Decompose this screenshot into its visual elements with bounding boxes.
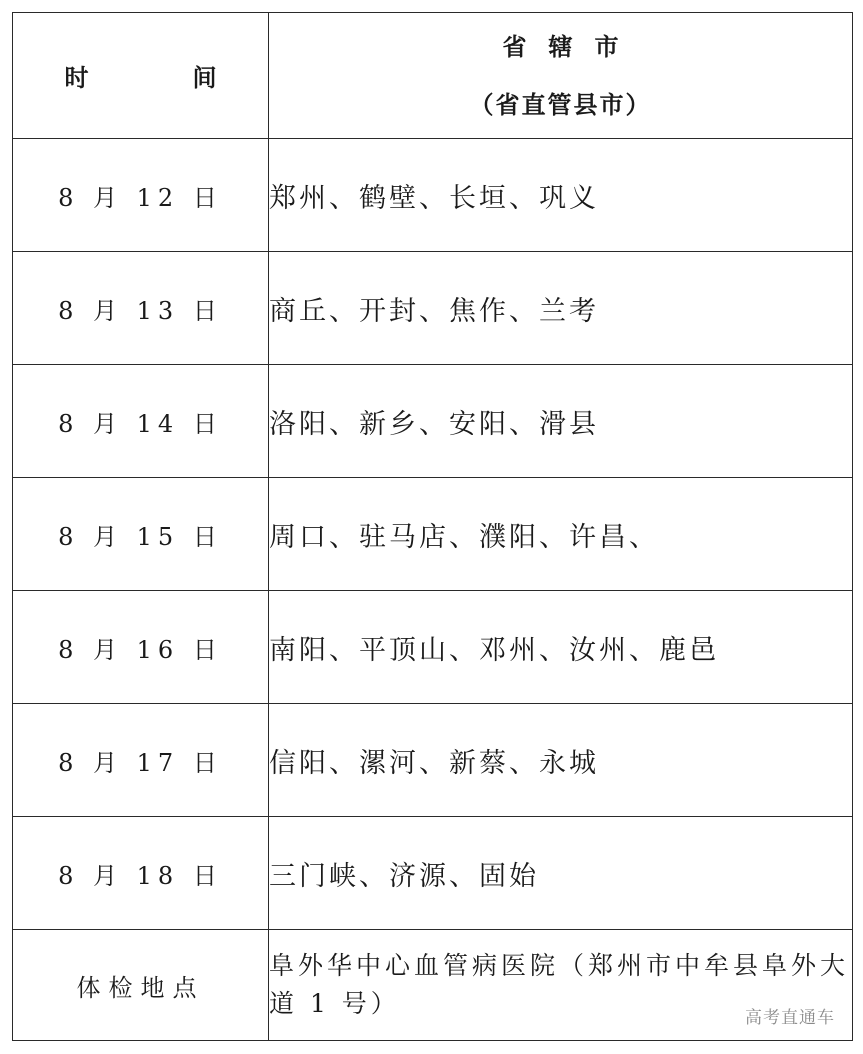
location-label: 体检地点 xyxy=(13,930,269,1041)
table-row xyxy=(13,478,853,591)
table-row xyxy=(13,817,853,930)
table-row xyxy=(13,365,853,478)
table-row xyxy=(13,704,853,817)
date-cell: 8 月 13 日 xyxy=(13,252,269,365)
time-header-label: 时 间 xyxy=(64,64,257,92)
cities-cell: 商丘、开封、焦作、兰考 xyxy=(269,252,853,365)
table-row xyxy=(13,252,853,365)
cities-cell: 南阳、平顶山、邓州、汝州、鹿邑 xyxy=(269,591,853,704)
table-row xyxy=(13,139,853,252)
cities-header xyxy=(269,13,853,139)
schedule-table xyxy=(12,12,853,1041)
cities-cell: 三门峡、济源、固始 xyxy=(269,817,853,930)
location-row xyxy=(13,930,853,1041)
table-row xyxy=(13,591,853,704)
cities-cell: 信阳、漯河、新蔡、永城 xyxy=(269,704,853,817)
date-cell: 8 月 16 日 xyxy=(13,591,269,704)
location-text: 阜外华中心血管病医院（郑州市中牟县阜外大道 1 号） xyxy=(269,930,853,1041)
cities-cell: 郑州、鹤壁、长垣、巩义 xyxy=(269,139,853,252)
date-cell: 8 月 15 日 xyxy=(13,478,269,591)
date-cell: 8 月 12 日 xyxy=(13,139,269,252)
header-row xyxy=(13,13,853,139)
time-header xyxy=(13,13,269,139)
cities-header-line1: 省辖市 xyxy=(502,32,641,61)
cities-header-line2: （省直管县市） xyxy=(469,90,652,119)
date-cell: 8 月 18 日 xyxy=(13,817,269,930)
watermark: 高考直通车 xyxy=(745,1008,835,1028)
date-cell: 8 月 14 日 xyxy=(13,365,269,478)
cities-cell: 洛阳、新乡、安阳、滑县 xyxy=(269,365,853,478)
date-cell: 8 月 17 日 xyxy=(13,704,269,817)
cities-cell: 周口、驻马店、濮阳、许昌、 xyxy=(269,478,853,591)
